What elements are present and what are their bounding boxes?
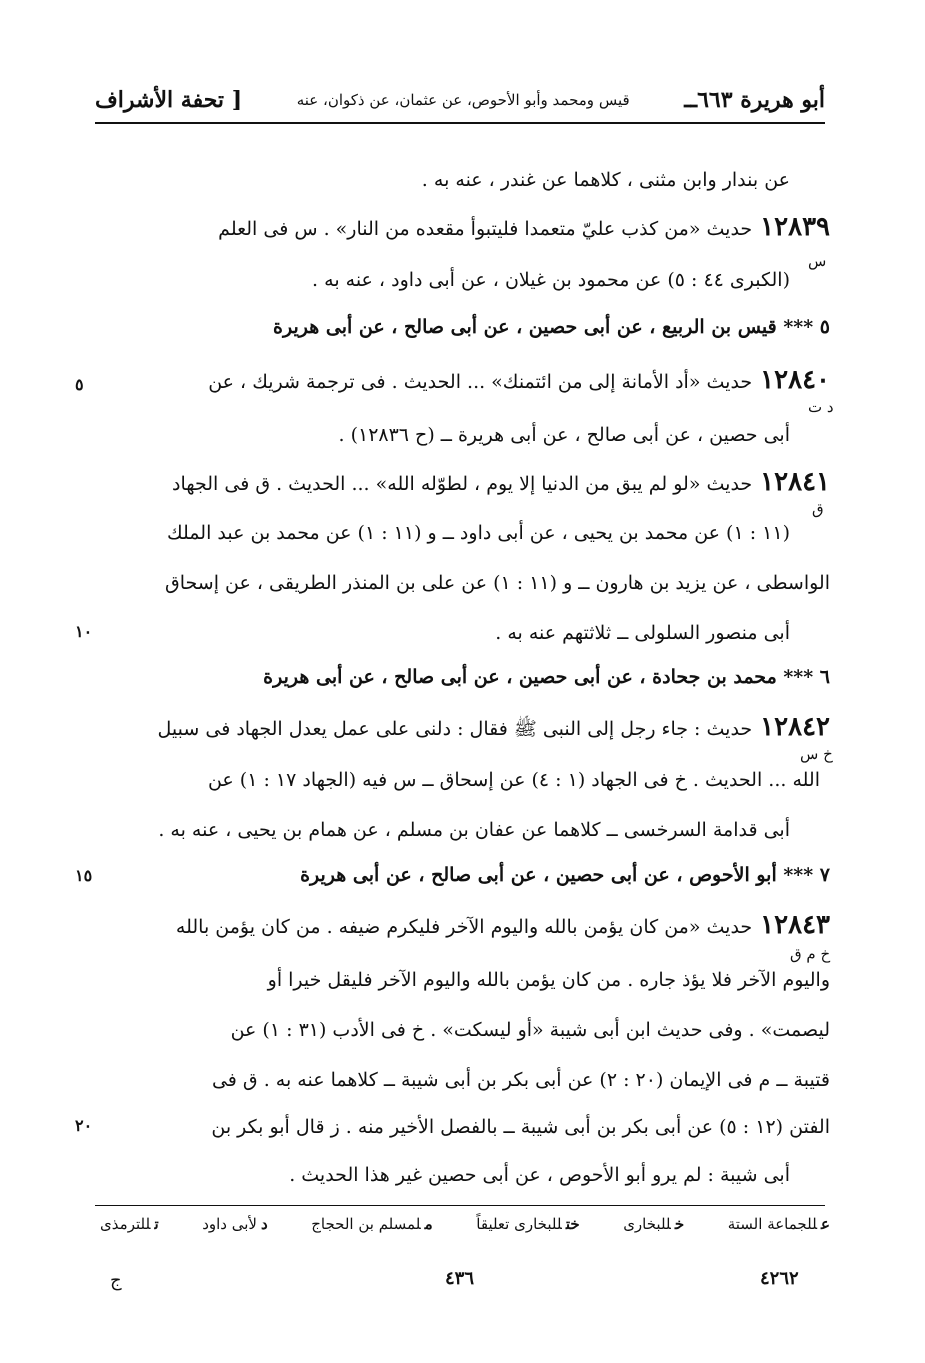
- line-number: ١٥: [75, 866, 93, 885]
- legend-item: خللبخارى: [623, 1215, 685, 1233]
- legend-item: عللجماعة الستة: [727, 1215, 830, 1233]
- margin-siglum: خ م ق: [790, 945, 831, 963]
- legend-item: ملمسلم بن الحجاج: [311, 1215, 433, 1233]
- line-number: ٢٠: [75, 1116, 93, 1135]
- header-rule: [95, 122, 825, 124]
- header-left: أبو هريرة ٦٦٣ــ: [684, 87, 825, 113]
- hadith-text: حديث «من كذب عليّ متعمدا فليتبوأ مقعده من النار» . س فى العلم: [218, 218, 753, 240]
- text-line: (الكبرى ٤٤ : ٥) عن محمود بن غيلان ، عن أبى داود ، عنه به .: [312, 269, 790, 291]
- hadith-text: حديث «أد الأمانة إلى من ائتمنك» ... الحديث . فى ترجمة شريك ، عن: [208, 371, 753, 393]
- legend-item: تللترمذى: [100, 1215, 159, 1233]
- text-line: أبى شيبة : لم يرو أبو الأحوص ، عن أبى حصين غير هذا الحديث .: [289, 1164, 790, 1186]
- hadith-number: ١٢٨٤٠: [760, 365, 830, 395]
- margin-siglum: ق: [812, 500, 824, 518]
- hadith-number: ١٢٨٤٢: [760, 712, 830, 742]
- hadith-line: [158, 712, 830, 742]
- hadith-text: حديث «من كان يؤمن بالله واليوم الآخر فليكرم ضيفه . من كان يؤمن بالله: [175, 916, 753, 938]
- footnote-rule: [95, 1205, 825, 1206]
- header-right: [ تحفة الأشراف: [95, 87, 243, 113]
- hadith-number: ١٢٨٣٩: [760, 212, 830, 242]
- margin-siglum: س: [808, 252, 827, 270]
- text-line: قتيبة ــ م فى الإيمان (٢٠ : ٢) عن أبى بكر بن أبى شيبة ــ كلاهما عنه به . ق فى: [211, 1069, 830, 1091]
- hadith-line: [208, 365, 830, 395]
- text-line: الواسطى ، عن يزيد بن هارون ــ و (١١ : ١) عن على بن المنذر الطريقى ، عن إسحاق: [165, 572, 830, 594]
- isnad-heading: ٥ *** قيس بن الربيع ، عن أبى حصين ، عن أبى صالح ، عن أبى هريرة: [273, 316, 830, 338]
- line-number: ١٠: [75, 622, 93, 641]
- hadith-line: [172, 467, 830, 497]
- text-line: الله ... الحديث . خ فى الجهاد (١ : ٤) عن إسحاق ــ س فيه (الجهاد ١٧ : ١) عن: [207, 769, 820, 791]
- text-line: ليصمت» . وفى حديث ابن أبى شيبة «أو ليسكت» . خ فى الأدب (٣١ : ١) عن: [230, 1019, 830, 1041]
- text-line: واليوم الآخر فلا يؤذ جاره . من كان يؤمن بالله واليوم الآخر فليقل خيرا أو: [267, 969, 830, 991]
- isnad-heading: ٦ *** محمد بن جحادة ، عن أبى حصين ، عن أبى صالح ، عن أبى هريرة: [263, 666, 830, 688]
- text-line: عن بندار وابن مثنى ، كلاهما عن غندر ، عنه به .: [421, 169, 790, 191]
- abbreviations-legend: [100, 1215, 830, 1233]
- hadith-number: ١٢٨٤١: [760, 467, 830, 497]
- volume-number: ٤٢٦٢: [760, 1268, 799, 1289]
- hadith-number: ١٢٨٤٣: [760, 910, 830, 940]
- text-line: أبى حصين ، عن أبى صالح ، عن أبى هريرة ــ (ح ١٢٨٣٦) .: [338, 424, 790, 446]
- margin-siglum: د ت: [808, 398, 834, 416]
- legend-item: دلأبى داود: [202, 1215, 268, 1233]
- text-line: (١١ : ١) عن محمد بن يحيى ، عن أبى داود ــ و (١١ : ١) عن محمد بن عبد الملك: [167, 522, 790, 544]
- hadith-text: حديث «لو لم يبق من الدنيا إلا يوم ، لطوّله الله» ... الحديث . ق فى الجهاد: [171, 473, 753, 495]
- hadith-text: حديث : جاء رجل إلى النبى ﷺ فقال : دلنى على عمل يعدل الجهاد فى سبيل: [157, 718, 753, 740]
- hadith-line: [176, 910, 830, 940]
- running-header: [95, 80, 825, 120]
- text-line: الفتن (١٢ : ٥) عن أبى بكر بن أبى شيبة ــ بالفصل الأخير منه . ز قال أبو بكر بن: [211, 1116, 830, 1138]
- margin-siglum: خ س: [800, 745, 833, 763]
- page-number: ٤٣٦: [445, 1268, 475, 1289]
- part-letter: ج: [110, 1270, 122, 1291]
- hadith-line: [218, 212, 830, 242]
- line-number: ٥: [75, 375, 84, 394]
- text-line: أبى منصور السلولى ــ ثلاثتهم عنه به .: [495, 622, 790, 644]
- legend-item: ختللبخارى تعليقاً: [476, 1215, 580, 1233]
- text-line: أبى قدامة السرخسى ــ كلاهما عن عفان بن مسلم ، عن همام بن يحيى ، عنه به .: [158, 819, 790, 841]
- isnad-heading: ٧ *** أبو الأحوص ، عن أبى حصين ، عن أبى صالح ، عن أبى هريرة: [300, 864, 830, 886]
- header-middle: قيس ومحمد وأبو الأحوص، عن عثمان، عن ذكوان، عنه: [296, 91, 630, 109]
